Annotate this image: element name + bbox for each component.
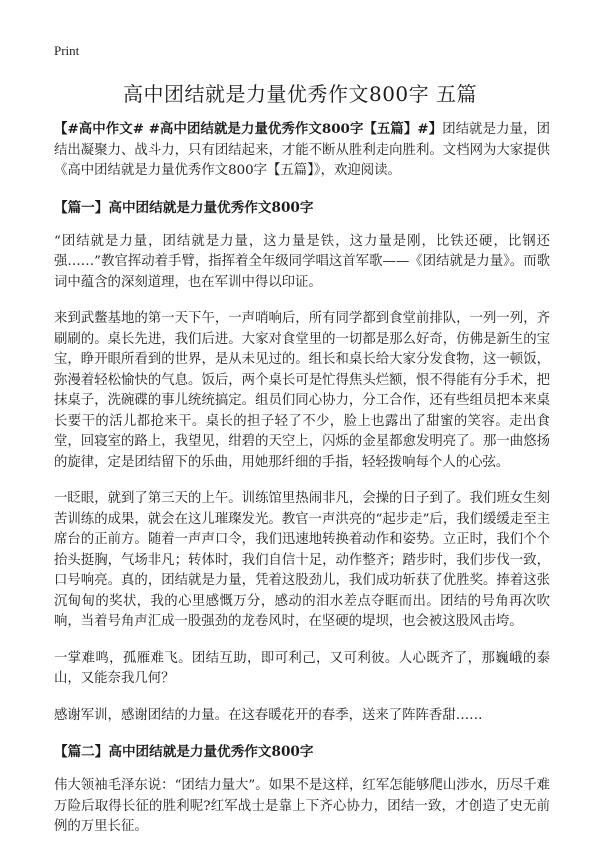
section-heading-2: 【篇二】高中团结就是力量优秀作文800字 — [54, 744, 314, 760]
section-1-paragraph-4: 一掌难鸣，孤雁难飞。团结互助，即可利己，又可利彼。人心既齐了，那巍峨的泰山，又能奈我几何？ — [54, 650, 550, 686]
section-1-paragraph-5: 感谢军训，感谢团结的力量。在这春暖花开的春季，送来了阵阵香甜…… — [54, 707, 483, 723]
intro-paragraph — [54, 119, 550, 182]
document-title: 高中团结就是力量优秀作文800字 五篇 — [122, 82, 478, 106]
section-1-paragraph-3: 一眨眼，就到了第三天的上午。训练馆里热闹非凡，会操的日子到了。我们班女生刻苦训练的成果，就会在这儿璀璨发光。教官一声洪亮的“起步走”后，我们缓缓走至主席台的正前方。随着一声声口令，我们迅速地转换着动作和姿势。立正时，我们个个抬头挺胸，气场非凡；转体时，我们自信十足，动作整齐；踏步时，我们步伐一致，口号响亮。真的，团结就是力量，凭着这股劲儿，我们成功斩获了优胜奖。捧着这张沉甸甸的奖状，我的心里感慨万分，感动的泪水差点夺眶而出。团结的号角再次吹响，当着号角声汇成一股强劲的龙卷风时，在坚硬的堤坝，也会被这股风击垮。 — [54, 491, 550, 629]
section-2-paragraph-1: 伟大领袖毛泽东说：“团结力量大”。如果不是这样，红军怎能够爬山涉水，历尽千难万险后取得长征的胜利呢?红军战士是靠上下齐心协力，团结一致，才创造了史无前例的万里长征。 — [54, 778, 550, 834]
print-label[interactable]: Print — [54, 43, 80, 58]
section-1-paragraph-2: 来到武鳖基地的第一天下午，一声哨响后，所有同学都到食堂前排队，一列一列，齐刷刷的。桌长先进，我们后进。大家对食堂里的一切都是那么好奇，仿佛是新生的宝宝，睁开眼所看到的世界，是从未见过的。组长和桌长给大家分发食物，这一顿饭，弥漫着轻松愉快的气息。饭后，两个桌长可是忙得焦头烂额，恨不得能有分手术，把抹桌子，洗碗碟的事儿统统搞定。组员们同心协力，分工合作，还有些组员把本来桌长要干的活儿都抢来干。桌长的担子轻了不少，脸上也露出了甜蜜的笑容。走出食堂，回寝室的路上，我望见，绀碧的天空上，闪烁的金星都愈发明亮了。那一曲悠扬的旋律，定是团结留下的乐曲，用她那纤细的手指，轻轻拨响每个人的心弦。 — [54, 311, 550, 470]
intro-text: 团结就是力量，团结出凝聚力、战斗力，只有团结起来，才能不断从胜利走向胜利。文档网为大家提供《高中团结就是力量优秀作文800字【五篇】》，欢迎阅读。 — [54, 122, 551, 178]
intro-tag: 【#高中作文# #高中团结就是力量优秀作文800字【五篇】#】 — [54, 121, 443, 137]
document-body — [54, 119, 550, 854]
section-heading-1: 【篇一】高中团结就是力量优秀作文800字 — [54, 199, 314, 216]
section-1-paragraph-1: “团结就是力量，团结就是力量，这力量是铁，这力量是刚，比铁还硬，比钢还强……”教官挥动着手臂，指挥着全年级同学唱这首军歌——《团结就是力量》。而歌词中蕴含的深刻道理，也在军训中得以印证。 — [54, 233, 550, 290]
